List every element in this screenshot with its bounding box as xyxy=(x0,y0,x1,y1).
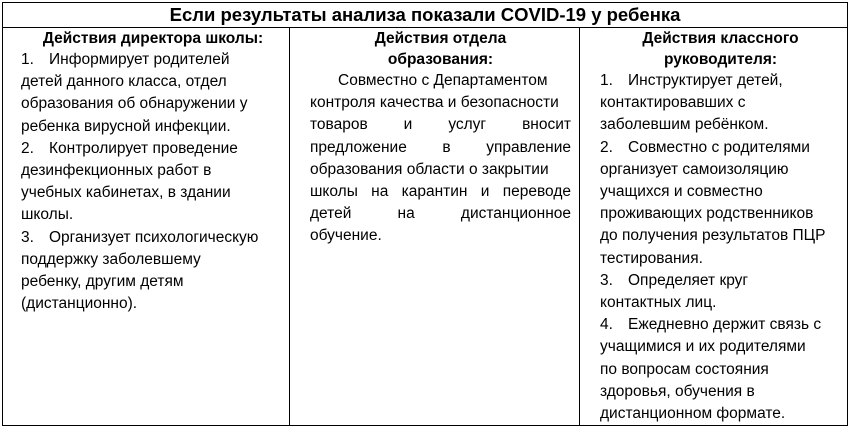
list-line: поддержку заболевшему xyxy=(21,250,201,268)
education-heading xyxy=(310,28,571,70)
list-line: Совместно с родителями xyxy=(628,138,810,156)
list-line: детей данного класса, отдел xyxy=(21,73,227,91)
list-number: 2. xyxy=(600,138,613,156)
heading-line: руководителя: xyxy=(663,51,778,68)
title-row xyxy=(3,3,848,28)
paragraph-line-justified: школы на карантин и переводе xyxy=(310,183,571,201)
list-line: Инструктирует детей, xyxy=(628,72,783,89)
list-line: до получения результатов ПЦР xyxy=(600,227,826,245)
teacher-item-1 xyxy=(600,70,841,137)
list-line: Определяет круг xyxy=(628,271,749,289)
director-item-1 xyxy=(21,49,285,138)
list-number: 3. xyxy=(600,271,613,289)
list-line: школы. xyxy=(21,206,74,224)
teacher-item-4 xyxy=(600,314,841,425)
list-line: учебных кабинетах, в здании xyxy=(21,184,231,202)
paragraph-line: образования области о закрытии xyxy=(310,160,549,178)
list-line: Информирует родителей xyxy=(49,51,230,68)
list-number: 4. xyxy=(600,316,613,334)
list-line: образования об обнаружении у xyxy=(21,95,248,113)
list-line: Ежедневно держит связь с xyxy=(628,316,822,334)
list-line: дистанционном формате. xyxy=(600,405,786,423)
list-line: Контролирует проведение xyxy=(49,139,238,157)
list-line: тестирования. xyxy=(600,249,703,267)
list-line: здоровья, обучения в xyxy=(600,382,755,400)
teacher-item-3 xyxy=(600,270,841,314)
column-director xyxy=(3,28,290,426)
list-line: контактных лиц. xyxy=(600,294,717,312)
paragraph-line: Совместно с Департаментом xyxy=(338,72,548,89)
heading-line: Действия классного xyxy=(642,30,799,47)
list-line: проживающих родственников xyxy=(600,205,814,223)
list-line: по вопросам состояния xyxy=(600,360,769,378)
director-heading: Действия директора школы: xyxy=(42,30,264,47)
paragraph-line: контроля качества и безопасности xyxy=(310,94,559,112)
paragraph-line-justified: детей на дистанционное xyxy=(310,205,571,223)
list-line: заболевшим ребёнком. xyxy=(600,116,769,134)
list-line: ребенка вирусной инфекции. xyxy=(21,117,231,135)
list-number: 3. xyxy=(21,228,34,246)
list-line: Организует психологическую xyxy=(49,228,259,246)
column-class-teacher xyxy=(580,28,848,426)
list-number: 2. xyxy=(21,139,34,157)
paragraph-line: обучение. xyxy=(310,227,382,245)
paragraph-line-justified: предложение в управление xyxy=(310,138,571,156)
teacher-item-2 xyxy=(600,137,841,270)
heading-line: Действия отдела xyxy=(374,30,507,47)
list-line: дезинфекционных работ в xyxy=(21,162,212,180)
education-paragraph xyxy=(310,70,571,248)
list-line: (дистанционно). xyxy=(21,295,138,313)
list-line: учащихся и совместно xyxy=(600,183,763,201)
list-line: контактировавших с xyxy=(600,94,746,112)
content-row xyxy=(3,28,848,426)
teacher-heading xyxy=(600,28,841,70)
list-line: учащимися и их родителями xyxy=(600,338,806,356)
director-item-2 xyxy=(21,138,285,227)
list-line: организует самоизоляцию xyxy=(600,160,789,178)
list-line: ребенку, другим детям xyxy=(21,273,184,291)
director-item-3 xyxy=(21,227,285,316)
paragraph-line-justified: товаров и услуг вносит xyxy=(310,116,571,134)
heading-line: образования: xyxy=(387,51,494,68)
table-title: Если результаты анализа показали COVID-19 у ребенка xyxy=(3,3,848,28)
list-number: 1. xyxy=(21,51,34,68)
column-education-department xyxy=(290,28,580,426)
list-number: 1. xyxy=(600,72,613,89)
covid-actions-table xyxy=(2,2,848,426)
